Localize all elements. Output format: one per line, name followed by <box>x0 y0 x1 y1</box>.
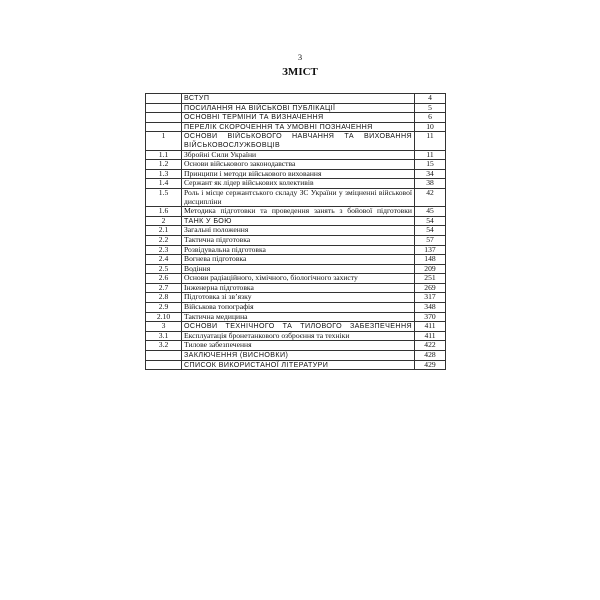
toc-section-title-cell <box>182 341 415 351</box>
toc-section-number: 3.2 <box>146 341 182 351</box>
toc-row <box>146 122 446 132</box>
toc-section-title-cell <box>182 94 415 104</box>
toc-section-number: 1.4 <box>146 179 182 189</box>
page-number: 3 <box>297 52 303 62</box>
toc-row <box>146 312 446 322</box>
toc-row <box>146 274 446 284</box>
toc-row <box>146 264 446 274</box>
toc-page-number: 54 <box>415 216 446 226</box>
toc-page-number: 11 <box>415 132 446 150</box>
toc-section-title-cell <box>182 132 415 150</box>
toc-row <box>146 179 446 189</box>
toc-section-title: ЗАКЛЮЧЕННЯ (ВИСНОВКИ) <box>184 351 289 360</box>
toc-page-number: 370 <box>415 312 446 322</box>
toc-row <box>146 293 446 303</box>
toc-section-number: 2.6 <box>146 274 182 284</box>
toc-row <box>146 360 446 370</box>
toc-page-number: 429 <box>415 360 446 370</box>
toc-section-title-cell <box>182 150 415 160</box>
toc-section-title-cell <box>182 360 415 370</box>
toc-section-number: 3.1 <box>146 331 182 341</box>
toc-section-title: СПИСОК ВИКОРИСТАНОЇ ЛІТЕРАТУРИ <box>184 360 329 369</box>
toc-section-title: Роль і місце сержантського складу ЗС України у зміцненні військової дисципліни <box>184 188 412 206</box>
toc-section-number <box>146 360 182 370</box>
toc-body <box>146 94 446 370</box>
toc-section-number: 1 <box>146 132 182 150</box>
toc-row <box>146 283 446 293</box>
toc-section-title-cell <box>182 283 415 293</box>
toc-section-title: Інженерна підготовка <box>184 283 254 292</box>
toc-section-title: Військова топографія <box>184 302 254 312</box>
toc-section-title-cell <box>182 351 415 361</box>
toc-page-number: 11 <box>415 150 446 160</box>
toc-section-title-cell <box>182 113 415 123</box>
toc-section-title-cell <box>182 179 415 189</box>
toc-page-number: 45 <box>415 207 446 217</box>
toc-section-title-cell <box>182 245 415 255</box>
toc-page-number: 348 <box>415 303 446 313</box>
toc-section-title: Основи військового законодавства <box>184 159 296 169</box>
toc-page-number: 5 <box>415 103 446 113</box>
toc-page-number: 411 <box>415 322 446 332</box>
toc-section-title: Експлуатація бронетанкового озброєння та техніки <box>184 331 350 340</box>
toc-section-title-cell <box>182 274 415 284</box>
toc-section-title: Методика підготовки та проведення занять з бойової підготовки <box>184 206 412 216</box>
toc-section-title: Загальні положення <box>184 225 249 235</box>
toc-page-number: 148 <box>415 255 446 265</box>
toc-section-title: Сержант як лідер військових колективів <box>184 178 314 188</box>
toc-section-title: ОСНОВИ ВІЙСЬКОВОГО НАВЧАННЯ ТА ВИХОВАННЯ ВІЙСЬКОВОСЛУЖБОВЦІВ <box>184 132 412 149</box>
toc-section-title-cell <box>182 322 415 332</box>
toc-row <box>146 169 446 179</box>
toc-section-title-cell <box>182 226 415 236</box>
toc-section-title: Тактична підготовка <box>184 235 251 244</box>
toc-section-number <box>146 122 182 132</box>
toc-section-title-cell <box>182 216 415 226</box>
toc-section-title-cell <box>182 188 415 206</box>
toc-page-number: 15 <box>415 160 446 170</box>
toc-section-title: Підготовка зі зв’язку <box>184 292 252 302</box>
toc-page-number: 6 <box>415 113 446 123</box>
toc-row <box>146 103 446 113</box>
toc-section-number: 2 <box>146 216 182 226</box>
toc-section-title-cell <box>182 103 415 113</box>
toc-section-number: 2.7 <box>146 283 182 293</box>
toc-section-title: ОСНОВИ ТЕХНІЧНОГО ТА ТИЛОВОГО ЗАБЕЗПЕЧЕННЯ <box>184 322 412 331</box>
toc-section-title-cell <box>182 122 415 132</box>
toc-section-number: 2.2 <box>146 235 182 245</box>
toc-page-number: 411 <box>415 331 446 341</box>
toc-section-number <box>146 103 182 113</box>
toc-page-number: 57 <box>415 235 446 245</box>
toc-section-number: 2.9 <box>146 303 182 313</box>
toc-section-number <box>146 94 182 104</box>
toc-section-title-cell <box>182 207 415 217</box>
toc-section-title: ПОСИЛАННЯ НА ВІЙСЬКОВІ ПУБЛІКАЦІЇ <box>184 103 336 112</box>
toc-row <box>146 351 446 361</box>
toc-row <box>146 255 446 265</box>
toc-section-number: 3 <box>146 322 182 332</box>
toc-section-title-cell <box>182 312 415 322</box>
toc-page-number: 209 <box>415 264 446 274</box>
toc-page-number: 317 <box>415 293 446 303</box>
toc-section-title-cell <box>182 169 415 179</box>
toc-page-number: 4 <box>415 94 446 104</box>
toc-section-title: Розвідувальна підготовка <box>184 245 266 254</box>
toc-section-title: Тилове забезпечення <box>184 340 252 350</box>
toc-page-number: 137 <box>415 245 446 255</box>
toc-row <box>146 341 446 351</box>
toc-section-number: 1.1 <box>146 150 182 160</box>
toc-page-number: 38 <box>415 179 446 189</box>
toc-page-number: 34 <box>415 169 446 179</box>
toc-page-number: 422 <box>415 341 446 351</box>
toc-section-title-cell <box>182 235 415 245</box>
table-of-contents <box>145 93 446 370</box>
toc-section-title-cell <box>182 255 415 265</box>
toc-section-number <box>146 113 182 123</box>
toc-page-number: 251 <box>415 274 446 284</box>
toc-row <box>146 216 446 226</box>
toc-section-title: ВСТУП <box>184 94 210 102</box>
toc-section-title: ОСНОВНІ ТЕРМІНИ ТА ВИЗНАЧЕННЯ <box>184 113 324 122</box>
toc-page-number: 428 <box>415 351 446 361</box>
toc-section-title: Водіння <box>184 264 211 273</box>
toc-row <box>146 303 446 313</box>
toc-section-title-cell <box>182 160 415 170</box>
toc-row <box>146 331 446 341</box>
toc-section-number: 2.3 <box>146 245 182 255</box>
toc-section-title: Тактична медицина <box>184 312 248 321</box>
toc-row <box>146 322 446 332</box>
toc-section-title-cell <box>182 331 415 341</box>
toc-section-title-cell <box>182 264 415 274</box>
toc-page-number: 42 <box>415 188 446 206</box>
toc-row <box>146 113 446 123</box>
toc-section-title: ПЕРЕЛІК СКОРОЧЕННЯ ТА УМОВНІ ПОЗНАЧЕННЯ <box>184 122 373 131</box>
toc-row <box>146 226 446 236</box>
toc-row <box>146 132 446 150</box>
toc-page-number: 54 <box>415 226 446 236</box>
toc-row <box>146 188 446 206</box>
toc-section-title: ТАНК У БОЮ <box>184 216 232 225</box>
toc-section-number: 2.4 <box>146 255 182 265</box>
document-title: ЗМІСТ <box>282 66 318 78</box>
toc-section-title: Вогнева підготовка <box>184 254 247 264</box>
toc-section-number: 2.5 <box>146 264 182 274</box>
toc-row <box>146 235 446 245</box>
toc-row <box>146 150 446 160</box>
toc-section-title-cell <box>182 293 415 303</box>
toc-section-title-cell <box>182 303 415 313</box>
toc-row <box>146 160 446 170</box>
toc-section-title: Принципи і методи військового виховання <box>184 169 322 178</box>
toc-section-title: Збройні Сили України <box>184 150 257 159</box>
toc-section-number: 1.2 <box>146 160 182 170</box>
toc-row <box>146 207 446 217</box>
toc-page-number: 10 <box>415 122 446 132</box>
toc-row <box>146 245 446 255</box>
toc-section-number: 2.8 <box>146 293 182 303</box>
toc-section-number: 1.3 <box>146 169 182 179</box>
toc-page-number: 269 <box>415 283 446 293</box>
toc-section-number: 1.6 <box>146 207 182 217</box>
toc-section-number: 2.1 <box>146 226 182 236</box>
toc-section-number <box>146 351 182 361</box>
toc-section-title: Основи радіаційного, хімічного, біологічного захисту <box>184 273 358 283</box>
toc-row <box>146 94 446 104</box>
toc-section-number: 1.5 <box>146 188 182 206</box>
toc-section-number: 2.10 <box>146 312 182 322</box>
